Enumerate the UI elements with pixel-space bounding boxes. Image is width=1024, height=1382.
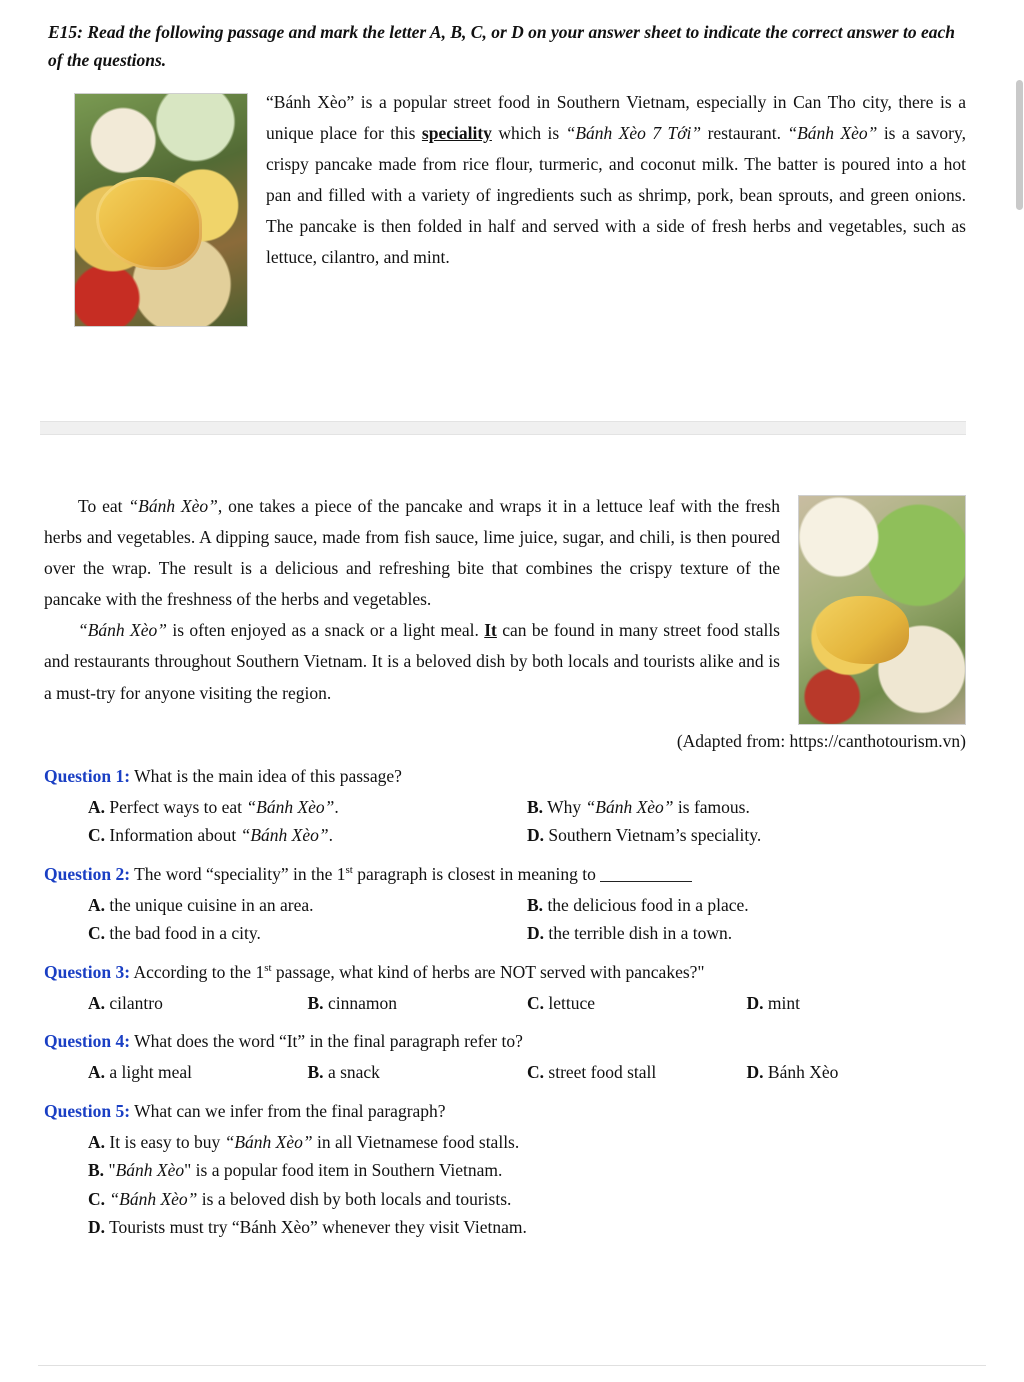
question-3-text-b: passage, what kind of herbs are xyxy=(271,961,500,982)
option-1d-key: D. xyxy=(527,825,545,846)
banh-xeo-plate-photo xyxy=(74,93,248,327)
page-scrollbar[interactable] xyxy=(1014,0,1024,1382)
answer-blank xyxy=(600,881,692,882)
option-1d[interactable] xyxy=(527,821,966,849)
option-1b-italic: “Bánh Xèo” xyxy=(585,796,674,817)
option-4b[interactable] xyxy=(308,1058,528,1086)
question-4-options xyxy=(44,1058,966,1086)
question-5-options xyxy=(44,1128,966,1241)
option-1b[interactable] xyxy=(527,793,966,821)
option-2c-text: the bad food in a city. xyxy=(105,923,261,944)
question-5-label: Question 5: xyxy=(44,1100,131,1121)
option-1a[interactable] xyxy=(88,793,527,821)
option-3b-text: cinnamon xyxy=(323,992,397,1013)
question-4-text-a: What does the word “ xyxy=(130,1031,287,1052)
option-5d-text: Tourists must try “Bánh Xèo” whenever they visit Vietnam. xyxy=(105,1217,527,1238)
option-3c-text: lettuce xyxy=(544,992,596,1013)
question-2-text-b: ” in the 1 xyxy=(280,863,346,884)
question-3-text-a: According to the 1 xyxy=(130,961,265,982)
para2-text-b: , one takes a piece of the pancake and wraps it in a lettuce leaf with the fresh herbs and vegetables. A dipping sauce, made from fish sauce, lime juice, sugar, and chili, is then poured over the wrap. The result is a delicious and refreshing bite that combines the crispy texture of the pancake with the freshness of the herbs and vegetables. xyxy=(44,495,780,610)
question-2-line xyxy=(44,861,966,887)
option-4d-text: Bánh Xèo xyxy=(763,1062,839,1083)
question-4-line xyxy=(44,1028,966,1054)
para1-text-c: restaurant. xyxy=(701,122,788,143)
para1-text-a: “Bánh Xèo” is a popular street food in Southern Vietnam, especially in Can Tho city, there is a unique place for this xyxy=(266,91,966,143)
option-2a[interactable] xyxy=(88,891,527,919)
option-2b-key: B. xyxy=(527,894,544,915)
option-1a-italic: “Bánh Xèo” xyxy=(246,796,335,817)
option-2c-key: C. xyxy=(88,923,106,944)
option-5b[interactable] xyxy=(88,1156,966,1184)
option-5b-text-b: " is a popular food item in Southern Vietnam. xyxy=(184,1160,503,1181)
option-3b[interactable] xyxy=(308,989,528,1017)
option-1c-text-a: Information about xyxy=(105,825,241,846)
option-5a-text-a: It is easy to buy xyxy=(105,1132,225,1152)
bottom-divider xyxy=(38,1365,986,1366)
option-2b[interactable] xyxy=(527,891,966,919)
option-1c-text-b: . xyxy=(328,825,333,846)
questions-section xyxy=(0,763,1024,1274)
option-2a-key: A. xyxy=(88,894,106,915)
option-3a-text: cilantro xyxy=(105,992,163,1013)
option-1a-text-b: . xyxy=(334,796,339,817)
option-4c[interactable] xyxy=(527,1058,747,1086)
option-4b-key: B. xyxy=(307,1062,324,1083)
option-1c-key: C. xyxy=(88,825,106,846)
option-2c[interactable] xyxy=(88,919,527,947)
passage-source: (Adapted from: https://canthotourism.vn) xyxy=(676,730,966,751)
option-5b-text-a: " xyxy=(104,1160,116,1181)
page-seam-divider xyxy=(40,421,966,435)
option-1a-text-a: Perfect ways to eat xyxy=(105,796,247,817)
question-2-text-a: The word “ xyxy=(130,863,214,884)
option-3d-text: mint xyxy=(763,992,800,1013)
para1-italic-dish-name: “Bánh Xèo” xyxy=(787,122,878,143)
question-3-underlined-not: NOT xyxy=(499,961,536,982)
option-5c-text-b: is a beloved dish by both locals and tourists. xyxy=(197,1188,512,1209)
para1-underlined-speciality: speciality xyxy=(421,122,492,143)
question-4-underlined-it: It xyxy=(286,1031,298,1052)
option-4c-key: C. xyxy=(527,1062,545,1083)
option-3d[interactable] xyxy=(747,989,967,1017)
option-4c-text: street food stall xyxy=(544,1062,657,1083)
option-2d[interactable] xyxy=(527,919,966,947)
option-3c[interactable] xyxy=(527,989,747,1017)
para3-text-a: is often enjoyed as a snack or a light meal. xyxy=(167,620,485,641)
para2-text-a: To eat xyxy=(78,495,129,516)
exercise-instruction: E15: Read the following passage and mark the letter A, B, C, or D on your answer sheet to indicate the correct answer to each of the questions. xyxy=(48,22,955,71)
option-5b-italic: Bánh Xèo xyxy=(115,1160,185,1181)
option-1c[interactable] xyxy=(88,821,527,849)
question-4-text-b: ” in the final paragraph refer to? xyxy=(297,1031,523,1052)
option-1c-italic: “Bánh Xèo” xyxy=(240,825,329,846)
option-5c[interactable] xyxy=(88,1185,966,1213)
question-2-ordinal-sup: st xyxy=(345,863,353,876)
para2-italic-dish-name: “Bánh Xèo” xyxy=(128,495,218,516)
option-5b-key: B. xyxy=(88,1160,105,1181)
question-1-line xyxy=(44,763,966,789)
option-1b-key: B. xyxy=(527,796,544,817)
option-5a[interactable] xyxy=(88,1128,966,1156)
option-5d-key: D. xyxy=(88,1217,106,1238)
option-5c-key: C. xyxy=(88,1188,106,1209)
option-5d[interactable] xyxy=(88,1213,966,1241)
option-5a-key: A. xyxy=(88,1132,106,1152)
option-2b-text: the delicious food in a place. xyxy=(543,894,749,915)
option-1b-text-a: Why xyxy=(543,796,586,817)
option-4b-text: a snack xyxy=(323,1062,380,1083)
option-1d-text-a: Southern Vietnam’s speciality. xyxy=(544,825,762,846)
question-1-options xyxy=(44,793,966,850)
question-3-line xyxy=(44,959,966,985)
option-4d[interactable] xyxy=(747,1058,967,1086)
option-3b-key: B. xyxy=(307,992,324,1013)
question-2-options xyxy=(44,891,966,948)
option-3c-key: C. xyxy=(527,992,545,1013)
para3-text-b: can be found in many street food stalls and restaurants throughout Southern Vietnam. It is a beloved dish by both locals and tourists alike and is a must-try for anyone visiting the region. xyxy=(44,620,780,703)
para1-text-d: is a savory, crispy pancake made from rice flour, turmeric, and coconut milk. The batter is poured into a hot pan and filled with a variety of ingredients such as shrimp, pork, bean sprouts, and green onions. The pancake is then folded in half and served with a side of fresh herbs and vegetables, such as lettuce, cilantro, and mint. xyxy=(266,122,966,268)
question-4-label: Question 4: xyxy=(44,1031,131,1052)
question-2-text-c: paragraph is closest in meaning to xyxy=(352,863,601,884)
option-2d-key: D. xyxy=(527,923,545,944)
option-5c-italic: “Bánh Xèo” xyxy=(109,1188,198,1209)
option-2d-text: the terrible dish in a town. xyxy=(544,923,733,944)
question-1-text: What is the main idea of this passage? xyxy=(130,765,402,786)
option-4a[interactable] xyxy=(88,1058,308,1086)
passage-section-bottom xyxy=(0,435,1024,752)
option-5a-text-b: in all Vietnamese food stalls. xyxy=(312,1132,520,1152)
scrollbar-thumb[interactable] xyxy=(1016,80,1023,210)
option-3a-key: A. xyxy=(88,992,106,1013)
question-2-underlined: speciality xyxy=(213,863,281,884)
option-5a-italic: “Bánh Xèo” xyxy=(224,1132,313,1152)
question-1-label: Question 1: xyxy=(44,765,131,786)
option-4d-key: D. xyxy=(746,1062,764,1083)
para1-text-b: which is xyxy=(491,122,566,143)
question-3-text-c: served with pancakes?" xyxy=(535,961,705,982)
question-5-line xyxy=(44,1098,966,1124)
option-1a-key: A. xyxy=(88,796,106,817)
question-5-text: What can we infer from the final paragraph? xyxy=(130,1100,446,1121)
question-2-label: Question 2: xyxy=(44,863,131,884)
option-4a-text: a light meal xyxy=(105,1062,193,1083)
para1-italic-restaurant-name: “Bánh Xèo 7 Tới” xyxy=(565,122,702,143)
question-3-options xyxy=(44,989,966,1017)
question-3-ordinal-sup: st xyxy=(264,961,272,974)
option-3a[interactable] xyxy=(88,989,308,1017)
option-4a-key: A. xyxy=(88,1062,106,1083)
question-3-label: Question 3: xyxy=(44,961,131,982)
passage-block-one xyxy=(40,87,966,335)
option-3d-key: D. xyxy=(746,992,764,1013)
option-2a-text: the unique cuisine in an area. xyxy=(105,894,314,915)
option-1b-text-b: is famous. xyxy=(673,796,750,817)
para3-italic-dish-name: “Bánh Xèo” xyxy=(78,620,167,641)
passage-section-top xyxy=(0,0,1024,435)
para3-underlined-it: It xyxy=(484,620,497,641)
banh-xeo-with-herbs-photo xyxy=(798,495,966,725)
